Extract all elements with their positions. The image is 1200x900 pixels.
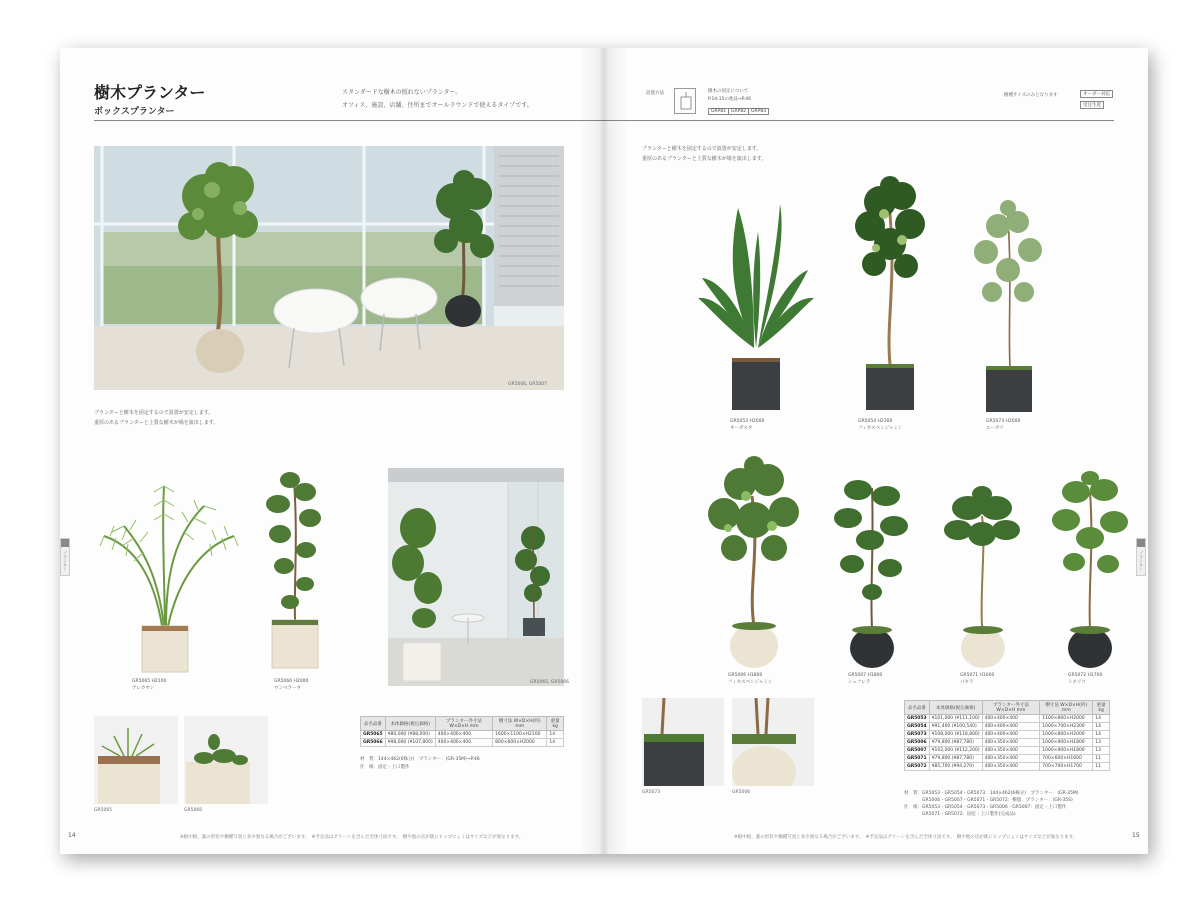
product-gr5053-caption: [730, 418, 764, 432]
cell: ¥101,000 (¥111,100): [929, 715, 982, 723]
footnote-right: ※植中板、葉の形状や樹種写真と多少異なる場合がございます。 ※予定品はグリーンを含んだ全体寸法です。 樹や他の店が既にヒップにょくはサイズなどが異なります。: [734, 835, 1078, 840]
product-code: GR5066: [274, 679, 293, 684]
header-tag-2: GRP82: [728, 108, 749, 115]
cell: 400×350×400: [982, 739, 1040, 747]
header-tag-1: GRP81: [708, 108, 729, 115]
cell: GR5054: [905, 723, 930, 731]
side-tab-left: [60, 538, 70, 576]
cell: GR5066: [361, 739, 386, 747]
cell: GR5007: [905, 747, 930, 755]
col-header: 重量 kg: [1093, 701, 1110, 715]
cell: 400×400×400: [982, 731, 1040, 739]
col-header: 品名品番: [905, 701, 930, 715]
product-size: H2300: [877, 419, 893, 424]
product-size: H2100: [151, 679, 167, 684]
spec-table-right: [904, 700, 1110, 771]
cell: 800×600×H2000: [493, 739, 547, 747]
col-header: 重量 kg: [547, 717, 564, 731]
detail-caption-1: GR5065: [94, 808, 113, 813]
product-gr5053-image: [696, 198, 816, 418]
product-size: H1800: [747, 673, 763, 678]
table-row: [905, 731, 1110, 739]
cell: 1000×700×H2300: [1040, 723, 1093, 731]
footnote-left: ※植中板、葉の形状や樹種写真と多少異なる場合がございます。 ※予定品はグリーンを含んだ全体寸法です。 樹や他の店が既にヒップにょくはサイズなどが異なります。: [180, 835, 524, 840]
detail-photo-4: [732, 698, 814, 786]
header-rule-right: [604, 120, 1114, 121]
spec-table-header: [905, 701, 1110, 715]
product-gr5006-image: [696, 456, 812, 670]
right-page: [604, 48, 1148, 854]
page-title: 樹木プランター: [94, 83, 206, 102]
table-row: [361, 731, 564, 739]
spec-note: GR5071・GR5072：固定・上口製作(完成品): [904, 812, 1016, 817]
cell: ¥91,400 (¥100,540): [929, 723, 982, 731]
room-photo: [388, 468, 564, 686]
detail-photo-1: [94, 716, 178, 804]
cell: 1600×1100×H2100: [493, 731, 547, 739]
fixing-info-line-2: P.14-15の他品→P.46: [708, 97, 751, 102]
detail-caption-4: GR5006: [732, 790, 751, 795]
cell: 11: [1093, 763, 1110, 771]
catalog-spread: [60, 48, 1148, 854]
spec-table-right-body: [905, 715, 1110, 771]
product-code: GR5073: [986, 419, 1005, 424]
note-line-2: 重厚のあるプランターと上質な樹木が場を演出します。: [94, 420, 219, 426]
product-code: GR5006: [728, 673, 747, 678]
product-size: H2000: [293, 679, 309, 684]
col-header: プランター外寸法 W×D×H mm: [982, 701, 1040, 715]
product-gr5066-image: [250, 460, 340, 678]
fixing-info: [708, 88, 751, 104]
header-tag-3: GRP83: [748, 108, 769, 115]
cell: GR5006: [905, 739, 930, 747]
product-name: シェフレラ: [848, 680, 871, 685]
product-size: H1800: [867, 673, 883, 678]
product-name: トネリコ: [1068, 680, 1086, 685]
left-page: [60, 48, 604, 854]
spec-notes-left: [360, 756, 480, 772]
spec-notes-right: [904, 790, 1079, 818]
cell: 700×700×H1700: [1040, 763, 1093, 771]
side-tab-label: プランター: [1139, 551, 1144, 571]
spec-note: 仕 様：GR5053・GR5054・GR5073・GR5006・GR5007：固定・上口製作: [904, 805, 1067, 810]
product-gr5071-image: [938, 486, 1028, 670]
cell: 400×350×400: [982, 747, 1040, 755]
product-size: H1600: [979, 673, 995, 678]
planter-install-icon: [674, 88, 696, 114]
cell: 13: [1093, 747, 1110, 755]
product-gr5072-caption: [1068, 672, 1102, 686]
note-line-1: プランターと樹木を固定するので設置が安定します。: [94, 410, 214, 416]
table-row: [905, 715, 1110, 723]
intro-note-right: [642, 144, 766, 164]
cell: ¥79,800 (¥87,780): [929, 739, 982, 747]
cell: ¥102,000 (¥112,200): [929, 747, 982, 755]
product-gr5007-caption: [848, 672, 882, 686]
product-gr5073-image: [958, 196, 1058, 416]
cell: 1000×800×H2000: [1040, 731, 1093, 739]
detail-photo-2: [184, 716, 268, 804]
cell: 14: [1093, 731, 1110, 739]
header-rule: [94, 120, 604, 121]
spec-table-left: [360, 716, 564, 747]
spec-note: 仕 様：固定・上口製作: [360, 765, 410, 770]
note-line-2: 重厚のあるプランターと上質な樹木が場を演出します。: [642, 156, 767, 162]
intro-note: [94, 408, 218, 428]
cell: ¥79,800 (¥87,780): [929, 755, 982, 763]
cell: 400×400×400: [435, 739, 492, 747]
product-gr5073-caption: [986, 418, 1020, 432]
cell: 14: [1093, 715, 1110, 723]
cell: 400×350×400: [982, 763, 1040, 771]
cell: 400×400×400: [435, 731, 492, 739]
page-subtitle: ボックスプランター: [94, 107, 175, 117]
spec-note: 材 質：GR5053・GR5054・GR5073：144×462(6株分) プランター：(GR-35M): [904, 791, 1079, 796]
product-code: GR5071: [960, 673, 979, 678]
cell: ¥85,700 (¥94,270): [929, 763, 982, 771]
col-header: 樹寸法 W×D×H(約) mm: [493, 717, 547, 731]
cell: ¥98,000 (¥107,800): [385, 739, 435, 747]
side-tab-label: プランター: [63, 551, 68, 571]
cell: 400×400×400: [982, 715, 1040, 723]
lead-text: [342, 86, 592, 112]
product-code: GR5054: [858, 419, 877, 424]
product-gr5072-image: [1042, 468, 1138, 670]
product-gr5066-caption: [274, 678, 308, 692]
cell: 1000×900×H1800: [1040, 747, 1093, 755]
cell: 400×350×400: [982, 755, 1040, 763]
product-gr5065-caption: [132, 678, 166, 692]
product-name: パキラ: [960, 680, 974, 685]
spec-table-header: [361, 717, 564, 731]
cell: 1000×900×H1800: [1040, 739, 1093, 747]
header-right-tag-2: 受注生産: [1080, 101, 1104, 109]
side-tab-right: [1136, 538, 1146, 576]
table-row: [361, 739, 564, 747]
product-gr5006-caption: [728, 672, 772, 686]
cell: 13: [1093, 739, 1110, 747]
cell: 14: [547, 731, 564, 739]
col-header: プランター外寸法 W×D×H mm: [435, 717, 492, 731]
lead-line-2: オフィス、施設、店舗、住所までオールラウンドで使えるタイプです。: [342, 102, 533, 109]
cell: ¥80,000 (¥88,000): [385, 731, 435, 739]
install-label: 設置方法: [646, 91, 664, 96]
page-number-left: 14: [68, 832, 76, 839]
page-number-right: 15: [1132, 832, 1140, 839]
detail-caption-2: GR5066: [184, 808, 203, 813]
cell: 1100×800×H2000: [1040, 715, 1093, 723]
product-size: H2000: [1005, 419, 1021, 424]
cell: 700×600×H1600: [1040, 755, 1093, 763]
cell: 14: [1093, 723, 1110, 731]
hero-caption: GR5006, GR5007: [508, 382, 547, 387]
product-gr5007-image: [822, 468, 922, 670]
lead-line-1: スタンダードな樹木の照れないプランター。: [342, 89, 462, 96]
cell: GR5072: [905, 763, 930, 771]
product-code: GR5065: [132, 679, 151, 684]
note-line-1: プランターと樹木を固定するので設置が安定します。: [642, 146, 762, 152]
cell: 14: [547, 739, 564, 747]
product-name: ユーカリ: [986, 426, 1004, 431]
product-name: オーガスタ: [730, 426, 753, 431]
table-row: [905, 747, 1110, 755]
cell: 11: [1093, 755, 1110, 763]
table-row: [905, 723, 1110, 731]
cell: GR5073: [905, 731, 930, 739]
col-header: 本体価格(税込価格): [385, 717, 435, 731]
fixing-info-line-1: 樹木の固定について: [708, 89, 749, 94]
cell: GR5053: [905, 715, 930, 723]
product-name: アレカヤシ: [132, 686, 155, 691]
product-code: GR5007: [848, 673, 867, 678]
table-row: [905, 739, 1110, 747]
product-gr5054-caption: [858, 418, 902, 432]
spec-note: GR5006・GR5007・GR5071・GR5072：樹脂 プランター：(GR-35S): [904, 798, 1073, 803]
product-gr5054-image: [840, 174, 940, 414]
product-gr5071-caption: [960, 672, 994, 686]
product-code: GR5053: [730, 419, 749, 424]
col-header: 本体価格(税込価格): [929, 701, 982, 715]
header-right-text: 樹種サイズのみとなります: [1004, 93, 1058, 98]
detail-caption-3: GR5073: [642, 790, 661, 795]
col-header: 品名品番: [361, 717, 386, 731]
spec-note: 材 質：144×462(6株分) プランター：(GR-35M)→P.46: [360, 757, 480, 762]
product-size: H1700: [1087, 673, 1103, 678]
product-size: H2000: [749, 419, 765, 424]
header-right-tag-1: オーダー対応: [1080, 90, 1113, 98]
cell: GR5065: [361, 731, 386, 739]
table-row: [905, 763, 1110, 771]
detail-photo-3: [642, 698, 724, 786]
product-code: GR5072: [1068, 673, 1087, 678]
cell: 400×400×400: [982, 723, 1040, 731]
cell: GR5071: [905, 755, 930, 763]
product-name: ウンベラータ: [274, 686, 301, 691]
product-gr5065-image: [94, 466, 244, 678]
cell: ¥108,000 (¥118,800): [929, 731, 982, 739]
product-name: フィカスベンジャミン: [858, 426, 903, 431]
table-row: [905, 755, 1110, 763]
room-caption: GR5065, GR5066: [530, 680, 569, 685]
hero-photo: [94, 146, 564, 390]
col-header: 樹寸法 W×D×H(約) mm: [1040, 701, 1093, 715]
product-name: フィカスベンジャミン: [728, 680, 773, 685]
